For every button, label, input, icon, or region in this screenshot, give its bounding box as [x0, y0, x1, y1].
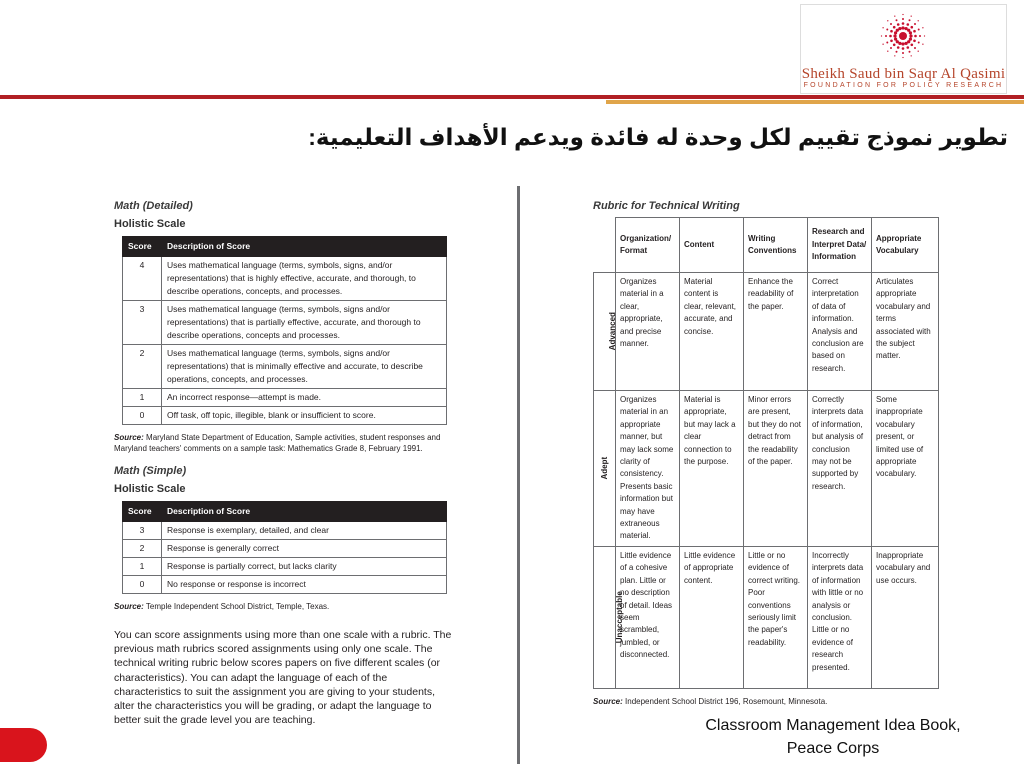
table-row	[594, 391, 939, 547]
score-cell: 2	[123, 345, 162, 389]
sun-ray-dot	[881, 35, 882, 36]
rubric-cell: Little or no evidence of correct writing. Poor conventions seriously limit the paper's readability.	[744, 547, 808, 689]
description-cell: Uses mathematical language (terms, symbols, signs, and/or representations) that is highly effective, accurate, and thorough, to describe operations, concepts, and processes.	[162, 257, 447, 301]
header-rule-red	[0, 95, 1024, 99]
sun-ray-dot	[904, 42, 907, 45]
sun-ray-dot	[902, 14, 903, 15]
sun-ray-dot	[902, 47, 905, 50]
level-label: Advanced	[607, 312, 617, 351]
score-cell: 1	[123, 558, 162, 576]
sun-ray-dot	[914, 47, 916, 49]
sun-ray-dot	[909, 31, 912, 34]
table-row	[123, 540, 447, 558]
table-row	[594, 547, 939, 689]
sun-ray-dot	[889, 35, 892, 38]
page-divider	[517, 186, 520, 764]
left-document-panel	[114, 190, 454, 727]
sun-ray-dot	[910, 26, 913, 29]
score-cell: 0	[123, 407, 162, 425]
level-label-cell	[594, 391, 616, 547]
description-cell: No response or response is incorrect	[162, 576, 447, 594]
sun-ray-dot	[898, 27, 901, 30]
column-header: Research and Interpret Data/ Information	[808, 218, 872, 273]
sun-ray-dot	[886, 29, 888, 31]
column-header: Writing Conventions	[744, 218, 808, 273]
sun-ray-dot	[913, 39, 916, 42]
sun-ray-dot	[906, 46, 909, 49]
sun-ray-dot	[909, 19, 911, 21]
description-cell: Response is generally correct	[162, 540, 447, 558]
sun-icon	[871, 8, 935, 64]
credit-line-1: Classroom Management Idea Book,	[705, 717, 961, 734]
sun-ray-dot	[902, 52, 904, 54]
sun-ray-dot	[922, 27, 923, 28]
math-detailed-table	[122, 236, 447, 425]
column-header: Appropriate Vocabulary	[872, 218, 939, 273]
rubric-source	[593, 696, 939, 707]
sun-ray-dot	[913, 30, 916, 33]
rubric-title: Rubric for Technical Writing	[593, 200, 740, 212]
sun-ray-dot	[886, 42, 888, 44]
rubric-cell: Organizes material in an appropriate manner, but may lack some clarity of consistency. Presents basic information but may have extraneous material.	[616, 391, 680, 547]
math-detailed-source	[114, 432, 454, 454]
sun-ray-dot	[901, 26, 904, 29]
header-rule-gold	[606, 100, 1024, 104]
sun-ray-dot	[901, 42, 904, 45]
sun-ray-dot	[887, 20, 888, 21]
technical-writing-rubric-table	[593, 217, 939, 689]
corner-cell	[594, 218, 616, 273]
sun-core	[899, 32, 907, 40]
rubric-cell: Articulates appropriate vocabulary and terms associated with the subject matter.	[872, 273, 939, 391]
table-row	[594, 273, 939, 391]
sun-ray-dot	[897, 46, 900, 49]
table-row	[123, 522, 447, 540]
sun-ray-dot	[914, 35, 917, 38]
sun-ray-dot	[918, 29, 920, 31]
table-row	[123, 407, 447, 425]
table-header-row	[123, 237, 447, 257]
rubric-cell: Enhance the readability of the paper.	[744, 273, 808, 391]
description-cell: Response is exemplary, detailed, and clear	[162, 522, 447, 540]
sun-ray-dot	[896, 51, 898, 53]
rubric-cell: Inappropriate vocabulary and use occurs.	[872, 547, 939, 689]
math-simple-source	[114, 601, 454, 612]
rubric-cell: Little evidence of a cohesive plan. Little or no description of detail. Ideas seem scrambled, jumbled, or disconnected.	[616, 547, 680, 689]
math-simple-subtitle: Holistic Scale	[114, 483, 186, 495]
table-row	[123, 345, 447, 389]
description-cell: An incorrect response—attempt is made.	[162, 389, 447, 407]
rubric-cell: Incorrectly interprets data of information with little or no analysis or conclusion. Little or no evidence of research presented.	[808, 547, 872, 689]
source-text: Maryland State Department of Education, Sample activities, student responses and Maryland teachers' comments on a sample task: Mathematics Grade 8, February 1991.	[114, 433, 441, 453]
sun-ray-dot	[890, 39, 893, 42]
sun-ray-dot	[887, 51, 888, 52]
logo-subtitle: FOUNDATION FOR POLICY RESEARCH	[803, 82, 1004, 89]
score-cell: 0	[123, 576, 162, 594]
source-text: Temple Independent School District, Temple, Texas.	[145, 602, 330, 611]
score-cell: 3	[123, 522, 162, 540]
rubric-explanation-paragraph: You can score assignments using more than one scale with a rubric. The previous math rubrics scored assignments using only one scale. The technical writing rubric below scores papers on five different scales (or characteristics). You can adapt the language of each of the characteristics to suit the assignment you are giving to your students, alter the characteristics you will be grading, or adapt the language to better suit the grade level you are teaching.	[114, 629, 452, 727]
sun-ray-dot	[911, 55, 912, 56]
table-row	[123, 257, 447, 301]
rubric-cell: Material is appropriate, but may lack a clear connection to the purpose.	[680, 391, 744, 547]
rubric-cell: Organizes material in a clear, appropriate, and precise manner.	[616, 273, 680, 391]
description-header: Description of Score	[162, 502, 447, 522]
table-row	[123, 576, 447, 594]
description-cell: Uses mathematical language (terms, symbols, signs and/or representations) that is partially effective, accurate, and thorough to describe operations, concepts and processes.	[162, 301, 447, 345]
sun-ray-dot	[894, 15, 895, 16]
credit-line-2: Peace Corps	[786, 740, 880, 757]
description-cell: Uses mathematical language (terms, symbols, signs and/or representations) that is minimally effective and accurate, to describe operations, concepts, and processes.	[162, 345, 447, 389]
sun-ray-dot	[894, 55, 895, 56]
rubric-cell: Little evidence of appropriate content.	[680, 547, 744, 689]
score-cell: 2	[123, 540, 162, 558]
description-header: Description of Score	[162, 237, 447, 257]
sun-ray-dot	[918, 42, 920, 44]
sun-ray-dot	[906, 23, 909, 26]
sun-ray-dot	[893, 43, 896, 46]
rubric-cell: Correctly interprets data of information, but analysis of conclusion may not be supported by research.	[808, 391, 872, 547]
level-label-cell	[594, 273, 616, 391]
table-row	[123, 301, 447, 345]
sun-ray-dot	[882, 44, 883, 45]
sun-ray-dot	[922, 44, 923, 45]
math-detailed-title: Math (Detailed)	[114, 200, 193, 212]
score-cell: 1	[123, 389, 162, 407]
sun-ray-dot	[918, 20, 919, 21]
sun-ray-dot	[909, 34, 912, 37]
sun-ray-dot	[902, 22, 905, 25]
source-label: Source:	[593, 697, 623, 706]
rubric-cell: Minor errors are present, but they do not detract from the readability of the paper.	[744, 391, 808, 547]
sun-ray-dot	[882, 27, 883, 28]
description-cell: Response is partially correct, but lacks clarity	[162, 558, 447, 576]
description-cell: Off task, off topic, illegible, blank or insufficient to score.	[162, 407, 447, 425]
sun-ray-dot	[902, 57, 903, 58]
sun-ray-dot	[897, 23, 900, 26]
table-header-row	[123, 502, 447, 522]
level-label-cell	[594, 547, 624, 689]
foundation-logo	[800, 4, 1007, 94]
source-label: Source:	[114, 433, 144, 442]
rubric-cell: Some inappropriate vocabulary present, or limited use of appropriate vocabulary.	[872, 391, 939, 547]
logo-name: Sheikh Saud bin Saqr Al Qasimi	[801, 66, 1006, 82]
sun-ray-dot	[885, 35, 887, 37]
level-label: Unacceptable	[614, 591, 624, 644]
sun-ray-dot	[894, 37, 897, 40]
rubric-cell: Correct interpretation of data of information. Analysis and conclusion are based on research.	[808, 273, 872, 391]
sun-ray-dot	[893, 26, 896, 29]
sun-ray-dot	[896, 19, 898, 21]
sun-ray-dot	[902, 18, 904, 20]
level-label: Adept	[600, 457, 610, 480]
sun-ray-dot	[893, 34, 896, 37]
math-detailed-subtitle: Holistic Scale	[114, 218, 186, 230]
table-row	[123, 389, 447, 407]
rubric-header-row	[594, 218, 939, 273]
sun-ray-dot	[890, 30, 893, 33]
sun-ray-dot	[910, 43, 913, 46]
sun-ray-dot	[914, 23, 916, 25]
score-header: Score	[123, 237, 162, 257]
sun-ray-dot	[909, 51, 911, 53]
sun-ray-dot	[924, 35, 925, 36]
slide-nav-tab[interactable]	[0, 728, 47, 762]
math-simple-title: Math (Simple)	[114, 465, 187, 477]
sun-ray-dot	[890, 47, 892, 49]
sun-ray-dot	[919, 35, 921, 37]
table-row	[123, 558, 447, 576]
sun-ray-dot	[890, 23, 892, 25]
column-header: Content	[680, 218, 744, 273]
sun-ray-dot	[911, 15, 912, 16]
image-credit	[680, 714, 986, 760]
math-simple-table	[122, 501, 447, 594]
rubric-cell: Material content is clear, relevant, accurate, and concise.	[680, 273, 744, 391]
source-text: Independent School District 196, Rosemount, Minnesota.	[625, 697, 828, 706]
score-cell: 4	[123, 257, 162, 301]
score-header: Score	[123, 502, 162, 522]
slide-title: تطوير نموذج تقييم لكل وحدة له فائدة ويدعم الأهداف التعليمية:	[308, 124, 1008, 150]
source-label: Source:	[114, 602, 144, 611]
right-document-panel	[593, 200, 939, 707]
sun-ray-dot	[918, 51, 919, 52]
column-header: Organization/ Format	[616, 218, 680, 273]
score-cell: 3	[123, 301, 162, 345]
